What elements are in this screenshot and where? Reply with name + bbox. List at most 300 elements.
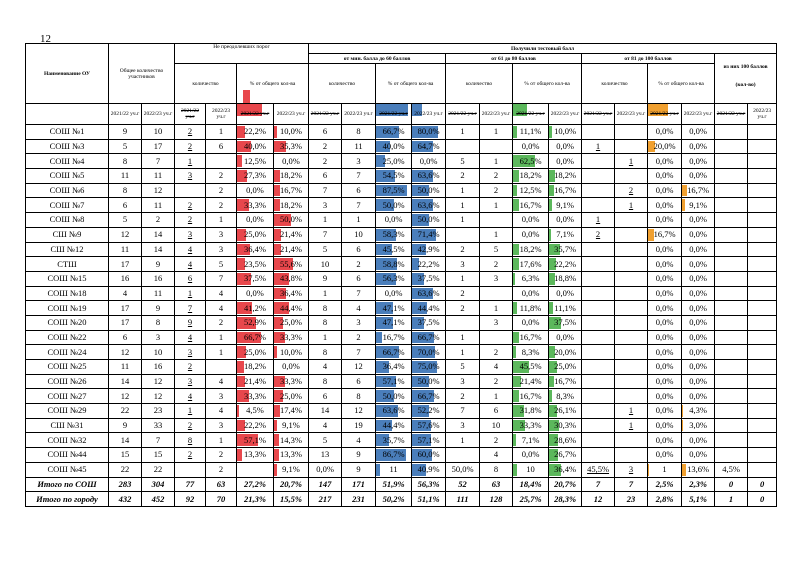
year-cell: 2022/23 уч.г xyxy=(142,104,175,125)
table-cell: 7 xyxy=(615,477,648,492)
table-cell xyxy=(446,315,480,330)
table-cell xyxy=(715,448,748,463)
table-cell: 2 xyxy=(175,213,206,228)
table-cell xyxy=(715,389,748,404)
table-cell: 6 xyxy=(342,374,376,389)
table-cell: 16,7% xyxy=(648,227,682,242)
table-cell: 0,0% xyxy=(682,330,715,345)
table-cell: 0 xyxy=(748,492,777,507)
table-cell: 2 xyxy=(446,301,480,316)
table-cell xyxy=(748,448,777,463)
table-cell: 36,4% xyxy=(237,242,274,257)
table-cell xyxy=(748,213,777,228)
data-bar xyxy=(549,390,552,402)
table-cell: 2 xyxy=(206,462,237,477)
table-cell: 0,0% xyxy=(648,389,682,404)
table-cell xyxy=(615,227,648,242)
table-cell: 2 xyxy=(175,360,206,375)
table-cell: 9 xyxy=(109,125,142,140)
table-row xyxy=(26,198,777,213)
table-cell: 44,4% xyxy=(376,418,412,433)
data-bar xyxy=(237,449,242,461)
table-cell: 45,5% xyxy=(582,462,615,477)
data-bar xyxy=(513,464,517,476)
table-cell: 231 xyxy=(342,492,376,507)
page-number: 12 xyxy=(40,33,51,45)
table-cell xyxy=(615,448,648,463)
table-cell: 17 xyxy=(142,139,175,154)
table-cell: 2 xyxy=(480,169,513,184)
table-cell xyxy=(715,330,748,345)
table-cell: 58,8% xyxy=(376,257,412,272)
table-cell: 0,0% xyxy=(682,389,715,404)
table-cell: 60,0% xyxy=(412,448,446,463)
table-cell: 18,2% xyxy=(549,169,582,184)
table-cell: 9 xyxy=(342,448,376,463)
school-name: СОШ №5 xyxy=(26,169,109,184)
table-cell: 12,5% xyxy=(237,154,274,169)
table-cell xyxy=(748,169,777,184)
table-cell: 10 xyxy=(142,345,175,360)
year-cell: 2021/22 уч.г xyxy=(715,104,748,125)
table-cell: 0,0% xyxy=(682,257,715,272)
table-cell: 0,0% xyxy=(682,139,715,154)
table-cell: 0,0% xyxy=(682,169,715,184)
table-cell: 1 xyxy=(206,330,237,345)
table-cell: 21,4% xyxy=(513,374,549,389)
table-cell: 0,0% xyxy=(682,227,715,242)
header-count-100: количество xyxy=(582,64,648,104)
table-cell: 2 xyxy=(480,345,513,360)
table-cell: 66,7% xyxy=(376,125,412,140)
table-cell: 0,0% xyxy=(237,183,274,198)
table-cell: 2 xyxy=(582,227,615,242)
table-cell xyxy=(446,227,480,242)
table-cell: 3 xyxy=(206,242,237,257)
data-bar xyxy=(376,464,380,476)
table-row xyxy=(26,125,777,140)
table-cell: 4 xyxy=(309,360,342,375)
table-cell: 63,6% xyxy=(412,198,446,213)
table-cell: 17,6% xyxy=(513,257,549,272)
table-cell: 35,7% xyxy=(376,433,412,448)
table-cell: 7 xyxy=(206,271,237,286)
year-cell: 2021/22 уч.г xyxy=(309,104,342,125)
table-cell: 0,0% xyxy=(648,330,682,345)
table-cell: 0,0% xyxy=(648,213,682,228)
table-cell xyxy=(480,286,513,301)
table-cell: 4 xyxy=(342,433,376,448)
table-cell: 2 xyxy=(309,154,342,169)
table-cell: 37,5% xyxy=(412,271,446,286)
table-cell: 4 xyxy=(175,389,206,404)
table-cell: 63,6% xyxy=(412,286,446,301)
data-bar xyxy=(513,185,517,197)
table-cell: 2 xyxy=(142,213,175,228)
table-cell: 62,5% xyxy=(513,154,549,169)
table-cell: 57,1% xyxy=(237,433,274,448)
table-cell xyxy=(715,198,748,213)
table-cell: 16 xyxy=(142,271,175,286)
table-cell: 25,0% xyxy=(274,315,309,330)
table-cell: 25,0% xyxy=(237,227,274,242)
table-cell: 1 xyxy=(446,125,480,140)
table-cell: 13,3% xyxy=(237,448,274,463)
school-name: СОШ №24 xyxy=(26,345,109,360)
table-cell: 0,0% xyxy=(648,183,682,198)
table-cell xyxy=(582,345,615,360)
data-bar xyxy=(513,332,519,344)
table-cell: 1 xyxy=(342,213,376,228)
table-cell: 6 xyxy=(175,271,206,286)
table-cell: 71,4% xyxy=(412,227,446,242)
table-cell xyxy=(615,301,648,316)
table-cell: 1 xyxy=(480,301,513,316)
data-bar xyxy=(513,244,519,256)
school-name: СОШ №20 xyxy=(26,315,109,330)
table-cell: 57,1% xyxy=(412,433,446,448)
table-cell: 1 xyxy=(206,213,237,228)
table-cell: 13,3% xyxy=(274,448,309,463)
table-cell: 9 xyxy=(142,301,175,316)
table-cell xyxy=(615,257,648,272)
table-cell: 9,1% xyxy=(682,198,715,213)
table-cell: 2 xyxy=(175,198,206,213)
table-cell: 18,2% xyxy=(513,242,549,257)
table-cell xyxy=(715,183,748,198)
table-cell: 3 xyxy=(446,257,480,272)
school-name: СОШ №1 xyxy=(26,125,109,140)
table-cell: 40,0% xyxy=(376,139,412,154)
table-cell xyxy=(582,418,615,433)
table-cell: 3 xyxy=(206,389,237,404)
table-cell xyxy=(615,286,648,301)
table-cell: 25,7% xyxy=(513,492,549,507)
table-cell xyxy=(480,330,513,345)
table-cell: 6 xyxy=(309,169,342,184)
table-cell: 4,3% xyxy=(682,404,715,419)
school-name: СОШ №4 xyxy=(26,154,109,169)
header-pct-60: % от общего кол-ва xyxy=(376,64,446,104)
table-cell: 37,5% xyxy=(549,315,582,330)
table-cell: 4 xyxy=(206,286,237,301)
table-cell: 0,0% xyxy=(682,360,715,375)
table-cell: 0,0% xyxy=(513,315,549,330)
year-cell: 2021/22 уч.г xyxy=(648,104,682,125)
data-bar xyxy=(549,126,552,138)
table-cell: 35,7% xyxy=(549,242,582,257)
table-cell: 26,7% xyxy=(549,448,582,463)
table-cell: 1 xyxy=(446,198,480,213)
data-bar xyxy=(237,155,242,167)
table-cell: 10 xyxy=(480,418,513,433)
table-cell: 1 xyxy=(309,286,342,301)
table-cell: 3 xyxy=(446,374,480,389)
table-cell: 0,0% xyxy=(412,154,446,169)
table-cell: 6 xyxy=(109,330,142,345)
table-cell: 5 xyxy=(480,242,513,257)
table-cell xyxy=(446,448,480,463)
table-row xyxy=(26,257,777,272)
table-cell xyxy=(715,374,748,389)
table-cell: 0,0% xyxy=(682,315,715,330)
table-cell: 1 xyxy=(175,154,206,169)
table-cell: 1 xyxy=(206,433,237,448)
table-cell: 2 xyxy=(446,286,480,301)
header-not-passed: Не преодолевших порог xyxy=(175,44,309,64)
table-cell: 25,0% xyxy=(237,345,274,360)
table-cell xyxy=(582,404,615,419)
table-cell: 7 xyxy=(342,286,376,301)
table-cell: 7 xyxy=(342,169,376,184)
table-cell: 2 xyxy=(446,389,480,404)
table-cell: 57,1% xyxy=(376,374,412,389)
table-cell: 1 xyxy=(615,198,648,213)
table-cell: 57,6% xyxy=(412,418,446,433)
table-cell: 1 xyxy=(480,198,513,213)
table-cell: 11,8% xyxy=(513,301,549,316)
table-cell: 50,0% xyxy=(376,389,412,404)
table-cell: 1 xyxy=(175,286,206,301)
table-cell: 2 xyxy=(342,330,376,345)
school-name: СШ №9 xyxy=(26,227,109,242)
year-cell: 2021/22 уч.г xyxy=(109,104,142,125)
table-cell: 3 xyxy=(342,315,376,330)
table-cell: 171 xyxy=(342,477,376,492)
total-row xyxy=(26,492,777,507)
table-cell xyxy=(748,301,777,316)
table-cell: 14,3% xyxy=(274,433,309,448)
table-cell: 11,1% xyxy=(513,125,549,140)
table-cell: 0,0% xyxy=(648,154,682,169)
table-cell: 7,1% xyxy=(513,433,549,448)
school-name: СОШ №29 xyxy=(26,404,109,419)
table-cell: 19 xyxy=(342,418,376,433)
table-cell: 36,4% xyxy=(549,462,582,477)
table-row xyxy=(26,183,777,198)
data-bar xyxy=(237,361,244,373)
table-cell: 21,4% xyxy=(274,242,309,257)
table-cell: 40,0% xyxy=(237,139,274,154)
table-cell: 9 xyxy=(142,257,175,272)
table-cell: 1 xyxy=(582,213,615,228)
table-cell: 4 xyxy=(175,330,206,345)
table-cell: 11,1% xyxy=(549,301,582,316)
table-cell: 1 xyxy=(480,389,513,404)
table-cell: 452 xyxy=(142,492,175,507)
school-name: СОШ №15 xyxy=(26,271,109,286)
table-cell xyxy=(615,213,648,228)
table-cell: 14 xyxy=(142,227,175,242)
table-cell: 21,4% xyxy=(237,374,274,389)
table-cell: 0,0% xyxy=(513,139,549,154)
data-bar xyxy=(513,258,519,270)
table-cell: 0,0% xyxy=(549,139,582,154)
table-cell: 2 xyxy=(446,242,480,257)
table-cell: 5 xyxy=(206,257,237,272)
table-cell: 128 xyxy=(480,492,513,507)
table-cell: 3 xyxy=(480,315,513,330)
table-cell: 14 xyxy=(309,404,342,419)
table-cell: 432 xyxy=(109,492,142,507)
data-bar xyxy=(274,434,279,446)
table-row xyxy=(26,154,777,169)
table-cell: 11 xyxy=(109,242,142,257)
table-cell: 2 xyxy=(206,183,237,198)
table-cell xyxy=(715,271,748,286)
table-cell xyxy=(582,374,615,389)
table-row xyxy=(26,242,777,257)
table-cell xyxy=(480,139,513,154)
table-cell: 40,9% xyxy=(412,462,446,477)
table-cell xyxy=(582,257,615,272)
table-cell: 3 xyxy=(142,330,175,345)
table-cell: 56,3% xyxy=(376,271,412,286)
table-cell xyxy=(615,315,648,330)
table-cell: 51,9% xyxy=(376,477,412,492)
table-cell: 3 xyxy=(175,345,206,360)
table-cell xyxy=(615,242,648,257)
table-cell: 45,5% xyxy=(513,360,549,375)
table-cell xyxy=(615,271,648,286)
table-cell xyxy=(446,139,480,154)
table-cell: 4 xyxy=(342,301,376,316)
table-cell xyxy=(715,227,748,242)
table-cell: 4 xyxy=(480,360,513,375)
table-cell: 3 xyxy=(446,418,480,433)
table-cell: 0,0% xyxy=(309,462,342,477)
header-count-60: количество xyxy=(309,64,376,104)
table-cell xyxy=(748,227,777,242)
table-cell: 8 xyxy=(342,389,376,404)
table-cell: 0,0% xyxy=(513,448,549,463)
table-cell: 41,2% xyxy=(237,301,274,316)
table-cell: 1 xyxy=(615,154,648,169)
table-cell: 25,0% xyxy=(376,154,412,169)
table-cell: 1 xyxy=(615,418,648,433)
school-name: СОШ №27 xyxy=(26,389,109,404)
table-cell: 16,7% xyxy=(549,183,582,198)
table-cell: 0,0% xyxy=(682,125,715,140)
table-cell: 33,3% xyxy=(237,198,274,213)
table-cell xyxy=(748,462,777,477)
header-range-min-60: от мин. балла до 60 баллов xyxy=(309,54,446,64)
school-name: СТШ xyxy=(26,257,109,272)
table-cell xyxy=(715,139,748,154)
table-cell xyxy=(748,374,777,389)
table-cell xyxy=(748,433,777,448)
table-cell: 10,0% xyxy=(274,345,309,360)
table-cell: 13,6% xyxy=(682,462,715,477)
table-cell: 0,0% xyxy=(549,154,582,169)
table-cell: 1 xyxy=(446,433,480,448)
table-row xyxy=(26,169,777,184)
table-cell: 2 xyxy=(342,257,376,272)
table-cell: 0,0% xyxy=(648,448,682,463)
table-cell: 10 xyxy=(142,125,175,140)
table-cell: 20,7% xyxy=(549,477,582,492)
table-cell: 3,0% xyxy=(682,418,715,433)
table-cell xyxy=(715,418,748,433)
table-cell: 5 xyxy=(109,139,142,154)
table-cell: 8 xyxy=(342,125,376,140)
header-range-61-80: от 61 до 80 баллов xyxy=(446,54,582,64)
table-cell: 0,0% xyxy=(549,286,582,301)
header-pct-100: % от общего кол-ва xyxy=(648,64,715,104)
table-cell xyxy=(582,125,615,140)
table-cell xyxy=(615,345,648,360)
table-cell: 10 xyxy=(309,257,342,272)
table-cell: 11 xyxy=(342,139,376,154)
school-name: СОШ №44 xyxy=(26,448,109,463)
table-row xyxy=(26,360,777,375)
table-cell: 18,2% xyxy=(274,169,309,184)
table-body xyxy=(26,125,777,507)
table-row xyxy=(26,448,777,463)
data-bar xyxy=(513,126,517,138)
table-cell: 0,0% xyxy=(648,360,682,375)
table-cell: 3 xyxy=(206,418,237,433)
data-bar xyxy=(549,302,553,314)
table-cell: 28,3% xyxy=(549,492,582,507)
table-cell: 1 xyxy=(206,125,237,140)
table-cell: 8,3% xyxy=(513,345,549,360)
table-cell: 0,0% xyxy=(648,271,682,286)
header-count-np: количество xyxy=(175,64,237,104)
table-cell: 0,0% xyxy=(648,125,682,140)
table-cell: 4 xyxy=(175,242,206,257)
table-cell: 3 xyxy=(309,198,342,213)
table-cell xyxy=(748,257,777,272)
table-cell: 1 xyxy=(480,154,513,169)
table-cell: 0 xyxy=(715,477,748,492)
year-cell: 2021/22 уч.г xyxy=(237,104,274,125)
table-row xyxy=(26,374,777,389)
table-row xyxy=(26,404,777,419)
table-cell xyxy=(615,433,648,448)
table-cell: 2,5% xyxy=(648,477,682,492)
table-cell: 6,3% xyxy=(513,271,549,286)
table-cell: 4 xyxy=(206,301,237,316)
table-cell: 2 xyxy=(480,257,513,272)
table-cell: 11 xyxy=(142,286,175,301)
table-cell: 6 xyxy=(480,404,513,419)
table-cell xyxy=(748,242,777,257)
table-cell: 1 xyxy=(615,404,648,419)
data-bar xyxy=(682,420,683,432)
table-cell: 35,3% xyxy=(274,139,309,154)
school-name: СОШ №25 xyxy=(26,360,109,375)
table-cell: 12 xyxy=(142,389,175,404)
table-cell: 5 xyxy=(446,360,480,375)
table-cell: 0,0% xyxy=(648,315,682,330)
table-cell: 8 xyxy=(480,462,513,477)
table-cell: 33,3% xyxy=(237,389,274,404)
table-cell: 77 xyxy=(175,477,206,492)
table-cell xyxy=(748,198,777,213)
table-cell: 7 xyxy=(142,154,175,169)
table-cell: 4 xyxy=(480,448,513,463)
table-cell: 1 xyxy=(480,227,513,242)
table-cell: 87,5% xyxy=(376,183,412,198)
table-cell: 4 xyxy=(206,374,237,389)
table-cell xyxy=(748,286,777,301)
table-cell: 22 xyxy=(142,462,175,477)
table-cell: 7 xyxy=(342,198,376,213)
table-cell: 50,0% xyxy=(412,374,446,389)
table-cell: 7 xyxy=(446,404,480,419)
table-cell: 12 xyxy=(109,389,142,404)
